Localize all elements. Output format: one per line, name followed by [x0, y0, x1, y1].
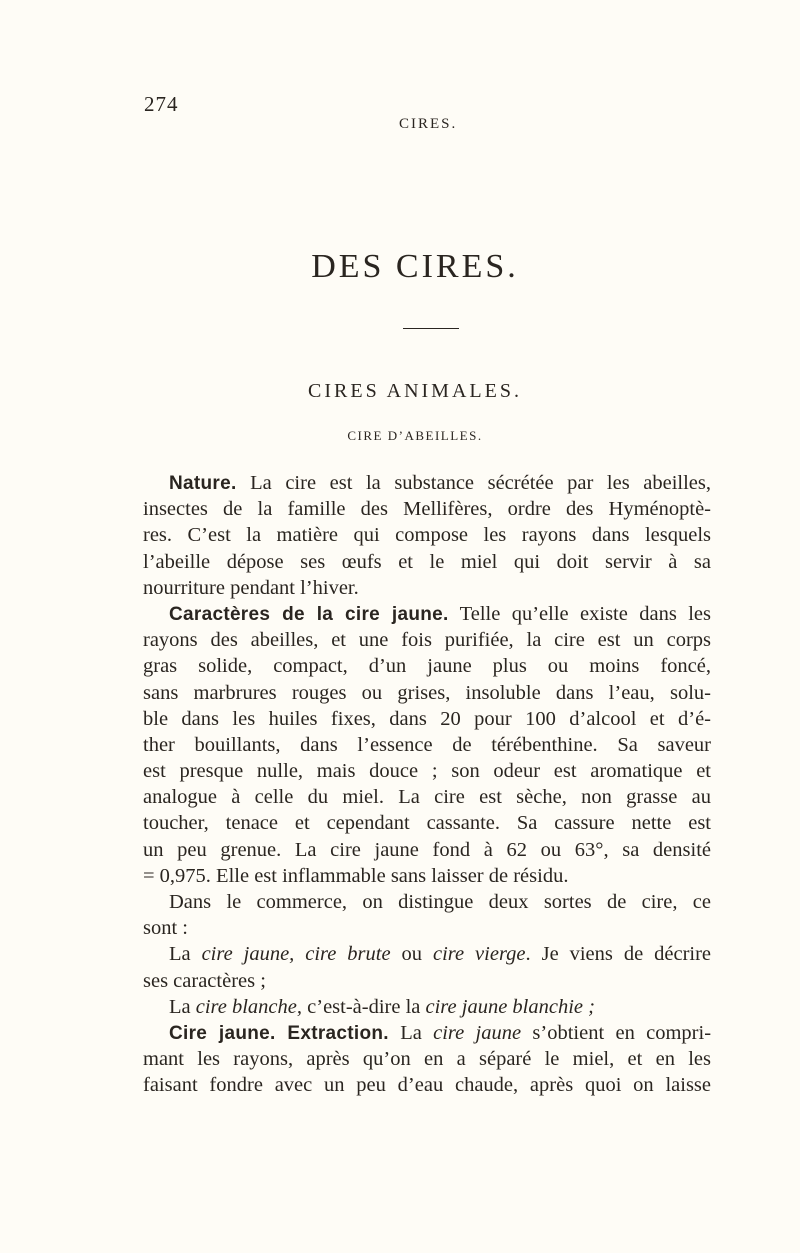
text-line: analogue à celle du miel. La cire est sèche, non grasse au	[143, 786, 711, 809]
title-divider	[403, 328, 459, 329]
text-line: ther bouillants, dans l’essence de térébenthine. Sa saveur	[143, 733, 711, 756]
italic-term: cire blanche,	[195, 995, 303, 1018]
text-line: mant les rayons, après qu’on en a séparé le miel, et en les	[143, 1048, 711, 1071]
text-span: . Je viens de décrire	[525, 943, 712, 966]
text-line	[143, 941, 711, 967]
paragraph-heading: Nature.	[169, 473, 237, 494]
text-line: sont :	[143, 917, 188, 940]
text-span: s’obtient en compri-	[521, 1021, 712, 1044]
text-line: Dans le commerce, on distingue deux sortes de cire, ce	[169, 891, 711, 913]
text-line	[143, 1020, 711, 1046]
page-number: 274	[144, 92, 179, 116]
text-span: c’est-à-dire la	[302, 995, 426, 1018]
text-line: sans marbrures rouges ou grises, insoluble dans l’eau, solu-	[143, 681, 711, 704]
running-head: CIRES.	[399, 116, 458, 132]
text-span: La	[169, 995, 196, 1018]
text-line: = 0,975. Elle est inflammable sans laisser de résidu.	[143, 864, 569, 887]
text-span: La	[388, 1021, 434, 1044]
text-span: Telle qu’elle existe dans les	[459, 602, 711, 625]
italic-term: cire jaune	[433, 1021, 522, 1044]
text-line: ses caractères ;	[143, 969, 266, 992]
text-line: ble dans les huiles fixes, dans 20 pour 100 d’alcool et d’é-	[143, 707, 711, 730]
text-line: nourriture pendant l’hiver.	[143, 576, 359, 599]
subsection-title: CIRE D’ABEILLES.	[347, 428, 483, 443]
paragraph-heading: Caractères de la cire jaune.	[169, 603, 449, 625]
text-line: insectes de la famille des Mellifères, ordre des Hyménoptè-	[143, 498, 711, 521]
text-span: La cire est la substance sécrétée par les abeilles,	[250, 472, 711, 494]
text-line: un peu grenue. La cire jaune fond à 62 ou 63°, sa densité	[143, 838, 711, 861]
text-line: toucher, tenace et cependant cassante. Sa cassure nette est	[143, 812, 711, 835]
text-line: gras solide, compact, d’un jaune plus ou moins foncé,	[143, 655, 711, 678]
body-text	[143, 470, 711, 1099]
text-line	[143, 470, 711, 496]
text-line: faisant fondre avec un peu d’eau chaude, après quoi on laisse	[143, 1074, 711, 1097]
italic-term: cire vierge	[433, 943, 526, 966]
italic-term: cire jaune blanchie ;	[425, 995, 595, 1018]
chapter-title: DES CIRES.	[311, 248, 519, 285]
text-line	[143, 601, 711, 627]
section-title: CIRES ANIMALES.	[308, 380, 522, 402]
text-line: est presque nulle, mais douce ; son odeur est aromatique et	[143, 760, 711, 783]
text-line: l’abeille dépose ses œufs et le miel qui doit servir à sa	[143, 550, 711, 573]
paragraph-heading: Cire jaune. Extraction.	[169, 1022, 389, 1044]
text-span: La	[169, 943, 202, 966]
italic-term: cire jaune, cire brute	[201, 943, 391, 966]
text-span: ou	[390, 943, 433, 966]
text-line	[143, 994, 711, 1020]
text-line: res. C’est la matière qui compose les rayons dans lesquels	[143, 524, 711, 547]
text-line: rayons des abeilles, et une fois purifiée, la cire est un corps	[143, 629, 711, 652]
